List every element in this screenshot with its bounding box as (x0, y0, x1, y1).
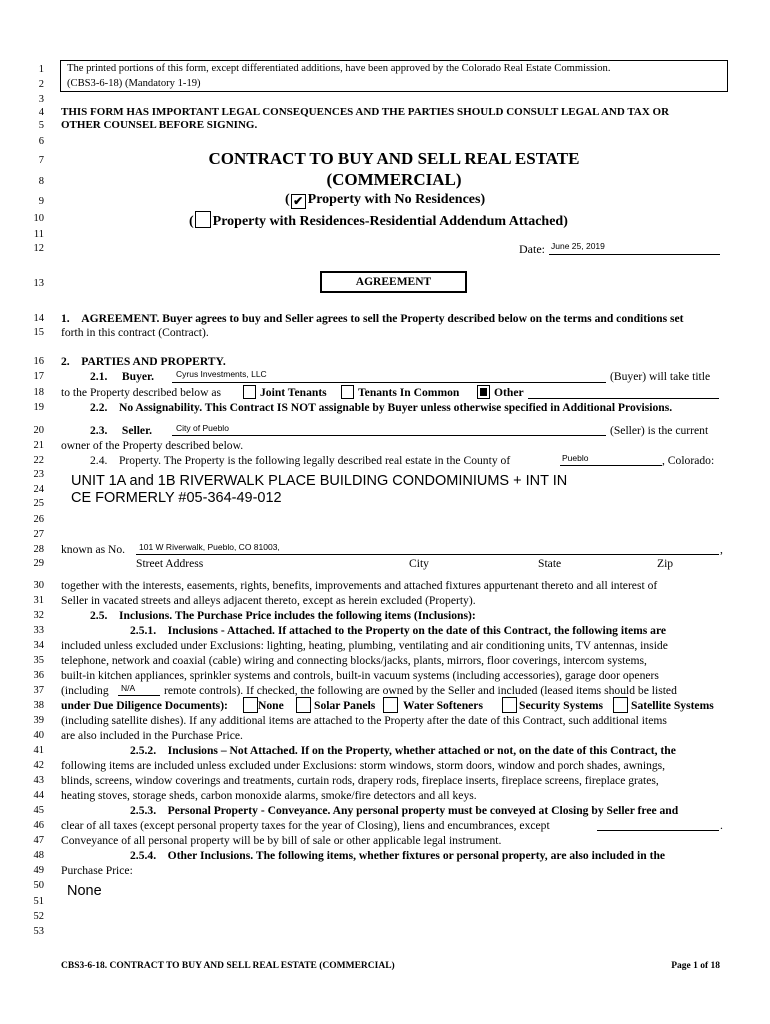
checkbox-no-residences[interactable] (291, 194, 306, 209)
agreement-heading: AGREEMENT (355, 276, 432, 288)
except-period: . (720, 819, 723, 832)
address-comma: , (720, 543, 723, 556)
body-line34: included unless excluded under Exclusions: lighting, heating, plumbing, ventilating and air conditioning units, TV antennas, inside (61, 639, 668, 652)
checkbox-with-residences[interactable] (195, 211, 211, 228)
buyer-underline (172, 382, 606, 383)
line-number: 22 (33, 455, 44, 466)
section1-text: 1. AGREEMENT. Buyer agrees to buy and Seller agrees to sell the Property described below on the terms and conditions set (61, 312, 684, 325)
inclusions-attached-line: 2.5.1. Inclusions - Attached. If attached to the Property on the date of this Contract, the following items are (130, 624, 667, 637)
checkbox-solar-panels[interactable] (296, 697, 311, 713)
city-caption: City (409, 557, 429, 570)
line-number: 26 (33, 514, 44, 525)
tenants-in-common-label: Tenants In Common (358, 386, 460, 399)
line-number: 13 (33, 278, 44, 289)
line-number: 19 (33, 402, 44, 413)
line-number: 53 (33, 926, 44, 937)
line-number: 52 (33, 911, 44, 922)
checkbox-security-systems[interactable] (502, 697, 517, 713)
street-address-caption: Street Address (136, 557, 204, 570)
state-caption: State (538, 557, 562, 570)
approval-notice-line1: The printed portions of this form, except differentiated additions, have been approved by the Colorado Real Estate Commission. (67, 63, 611, 74)
footer-form-title: CBS3-6-18. CONTRACT TO BUY AND SELL REAL ESTATE (COMMERCIAL) (61, 961, 395, 971)
line-number: 49 (33, 865, 44, 876)
inclusions-not-attached-line: 2.5.2. Inclusions – Not Attached. If on the Property, whether attached or not, on the date of this Contract, the (130, 744, 676, 757)
line-number: 16 (33, 356, 44, 367)
line-number: 5 (38, 120, 44, 131)
address-value[interactable]: 101 W Riverwalk, Pueblo, CO 81003, (139, 542, 280, 552)
line-number: 34 (33, 640, 44, 651)
seller-value[interactable]: City of Pueblo (176, 423, 229, 433)
section1-line15: forth in this contract (Contract). (61, 326, 209, 339)
county-value[interactable]: Pueblo (562, 453, 589, 463)
line-number: 43 (33, 775, 44, 786)
buyer-value[interactable]: Cyrus Investments, LLC (176, 369, 267, 379)
other-inclusions-value[interactable]: None (67, 883, 102, 899)
date-value[interactable]: June 25, 2019 (551, 241, 605, 251)
line18-prefix: to the Property described below as (61, 386, 222, 399)
line-number: 30 (33, 580, 44, 591)
line-number: 44 (33, 790, 44, 801)
line-number: 47 (33, 835, 44, 846)
no-assignability-text: 2.2. No Assignability. This Contract IS NOT assignable by Buyer unless otherwise specified in Additional Provisions. (90, 401, 673, 414)
body-line35: telephone, network and coaxial (cable) wiring and connecting blocks/jacks, plants, mirrors, floor coverings, intercom systems, (61, 654, 647, 667)
body-line39: (including satellite dishes). If any additional items are attached to the Property after the date of this Contract, such additional items (61, 714, 667, 727)
line-number: 42 (33, 760, 44, 771)
section1-line14 (61, 313, 684, 325)
option-no-residences-label: Property with No Residences) (307, 192, 486, 207)
line-number: 9 (38, 196, 44, 207)
contract-subtitle: (COMMERCIAL) (326, 170, 462, 189)
legal-warning-line2: OTHER COUNSEL BEFORE SIGNING. (61, 119, 258, 131)
body-line37-suffix: remote controls). If checked, the following are owned by the Seller and included (leased items should be listed (164, 684, 677, 697)
line-number: 2 (38, 79, 44, 90)
option-no-residences (285, 193, 485, 209)
line-number: 20 (33, 425, 44, 436)
remote-count-underline (118, 695, 160, 696)
other-inclusions-line: 2.5.4. Other Inclusions. The following items, whether fixtures or personal property, are also included in the (130, 849, 666, 862)
other-label: Other (494, 386, 524, 399)
date-underline (549, 254, 720, 255)
line-number: 23 (33, 469, 44, 480)
line-number: 1 (38, 64, 44, 75)
body-line36: built-in kitchen appliances, sprinkler systems and controls, built-in vacuum systems (including accessories), garage door openers (61, 669, 659, 682)
body-line30: together with the interests, easements, rights, benefits, improvements and attached fixtures appurtenant thereto and all interest of (61, 579, 658, 592)
personal-property-line: 2.5.3. Personal Property - Conveyance. Any personal property must be conveyed at Closing by Seller free and (130, 804, 679, 817)
seller-suffix: (Seller) is the current (610, 424, 709, 437)
line-number: 48 (33, 850, 44, 861)
contract-title: CONTRACT TO BUY AND SELL REAL ESTATE (208, 149, 580, 168)
except-underline (597, 830, 719, 831)
line-number: 11 (33, 229, 44, 240)
line-number: 32 (33, 610, 44, 621)
body-line47: Conveyance of all personal property will be by bill of sale or other applicable legal instrument. (61, 834, 502, 847)
line-number: 12 (33, 243, 44, 254)
line-number: 37 (33, 685, 44, 696)
line-number: 33 (33, 625, 44, 636)
address-underline (136, 554, 719, 555)
line-number: 25 (33, 498, 44, 509)
line-number: 18 (33, 387, 44, 398)
joint-tenants-label: Joint Tenants (260, 386, 327, 399)
line-number: 10 (33, 213, 44, 224)
line-number: 27 (33, 529, 44, 540)
option-with-residences-label: Property with Residences-Residential Addendum Attached) (212, 214, 568, 229)
line-number: 51 (33, 896, 44, 907)
checkbox-filled-mark (480, 388, 487, 396)
body-line40: are also included in the Purchase Price. (61, 729, 243, 742)
line-number: 15 (33, 327, 44, 338)
body-line44: heating stoves, storage sheds, carbon monoxide alarms, smoke/fire detectors and all keys. (61, 789, 477, 802)
county-underline (560, 465, 662, 466)
due-diligence-label: under Due Diligence Documents): (61, 699, 228, 712)
line-number: 40 (33, 730, 44, 741)
none-label: None (258, 699, 284, 712)
seller-underline (172, 435, 606, 436)
line-number: 38 (33, 700, 44, 711)
line-number: 21 (33, 440, 44, 451)
line21: owner of the Property described below. (61, 439, 244, 452)
legal-warning-line1: THIS FORM HAS IMPORTANT LEGAL CONSEQUENCES AND THE PARTIES SHOULD CONSULT LEGAL AND TAX OR (61, 106, 670, 118)
legal-description-line2[interactable]: CE FORMERLY #05-364-49-012 (71, 490, 282, 506)
checkbox-water-softeners[interactable] (383, 697, 398, 713)
section2-heading: 2. PARTIES AND PROPERTY. (61, 355, 226, 368)
legal-description-line1[interactable]: UNIT 1A and 1B RIVERWALK PLACE BUILDING CONDOMINIUMS + INT IN (71, 473, 568, 489)
inclusions-heading: 2.5. Inclusions. The Purchase Price includes the following items (Inclusions): (90, 609, 476, 622)
satellite-systems-label: Satellite Systems (631, 699, 714, 712)
buyer-label: 2.1. Buyer. (90, 370, 154, 383)
water-softeners-label: Water Softeners (403, 699, 483, 712)
body-line43: blinds, screens, window coverings and treatments, curtain rods, drapery rods, fireplace inserts, fireplace screens, fireplace grates, (61, 774, 659, 787)
solar-panels-label: Solar Panels (314, 699, 376, 712)
line-number: 8 (38, 176, 44, 187)
body-line46: clear of all taxes (except personal property taxes for the year of Closing), liens and encumbrances, except (61, 819, 550, 832)
known-as-label: known as No. (61, 543, 126, 556)
checkbox-none[interactable] (243, 697, 258, 713)
line-number: 46 (33, 820, 44, 831)
purchase-price-label: Purchase Price: (61, 864, 133, 877)
buyer-suffix: (Buyer) will take title (610, 370, 711, 383)
line-number: 4 (38, 107, 44, 118)
county-suffix: , Colorado: (662, 454, 715, 467)
option-open-paren: ( (189, 214, 194, 229)
line-number: 36 (33, 670, 44, 681)
line-number: 14 (33, 313, 44, 324)
other-underline (528, 398, 719, 399)
remote-count-value[interactable]: N/A (121, 683, 136, 693)
line-number: 17 (33, 371, 44, 382)
approval-notice-line2: (CBS3-6-18) (Mandatory 1-19) (67, 78, 201, 89)
option-open-paren: ( (285, 192, 290, 207)
body-line42: following items are included unless excluded under Exclusions: storm windows, storm doors, window and porch shades, awnings, (61, 759, 666, 772)
line-number: 29 (33, 558, 44, 569)
checkmark-icon: ✔ (293, 194, 304, 208)
checkbox-satellite-systems[interactable] (613, 697, 628, 713)
checkbox-joint-tenants[interactable] (243, 385, 256, 399)
option-with-residences (189, 211, 568, 229)
line-number: 31 (33, 595, 44, 606)
line-number: 24 (33, 484, 44, 495)
zip-caption: Zip (657, 557, 674, 570)
footer-page-number: Page 1 of 18 (671, 961, 720, 971)
line-number: 35 (33, 655, 44, 666)
date-label: Date: (519, 242, 545, 256)
line-number: 7 (38, 155, 44, 166)
line-number: 41 (33, 745, 44, 756)
line-number: 45 (33, 805, 44, 816)
checkbox-tenants-in-common[interactable] (341, 385, 354, 399)
line-number: 28 (33, 544, 44, 555)
line-number: 3 (38, 94, 44, 105)
line-number: 39 (33, 715, 44, 726)
security-systems-label: Security Systems (519, 699, 604, 712)
body-line31: Seller in vacated streets and alleys adjacent thereto, except as herein excluded (Property). (61, 594, 476, 607)
line-number: 6 (38, 136, 44, 147)
seller-label: 2.3. Seller. (90, 424, 153, 437)
body-line37-prefix: (including (61, 684, 109, 697)
no-assignability-line (90, 402, 672, 414)
property-line: 2.4. Property. The Property is the following legally described real estate in the County of (90, 454, 511, 467)
line-number: 50 (33, 880, 44, 891)
